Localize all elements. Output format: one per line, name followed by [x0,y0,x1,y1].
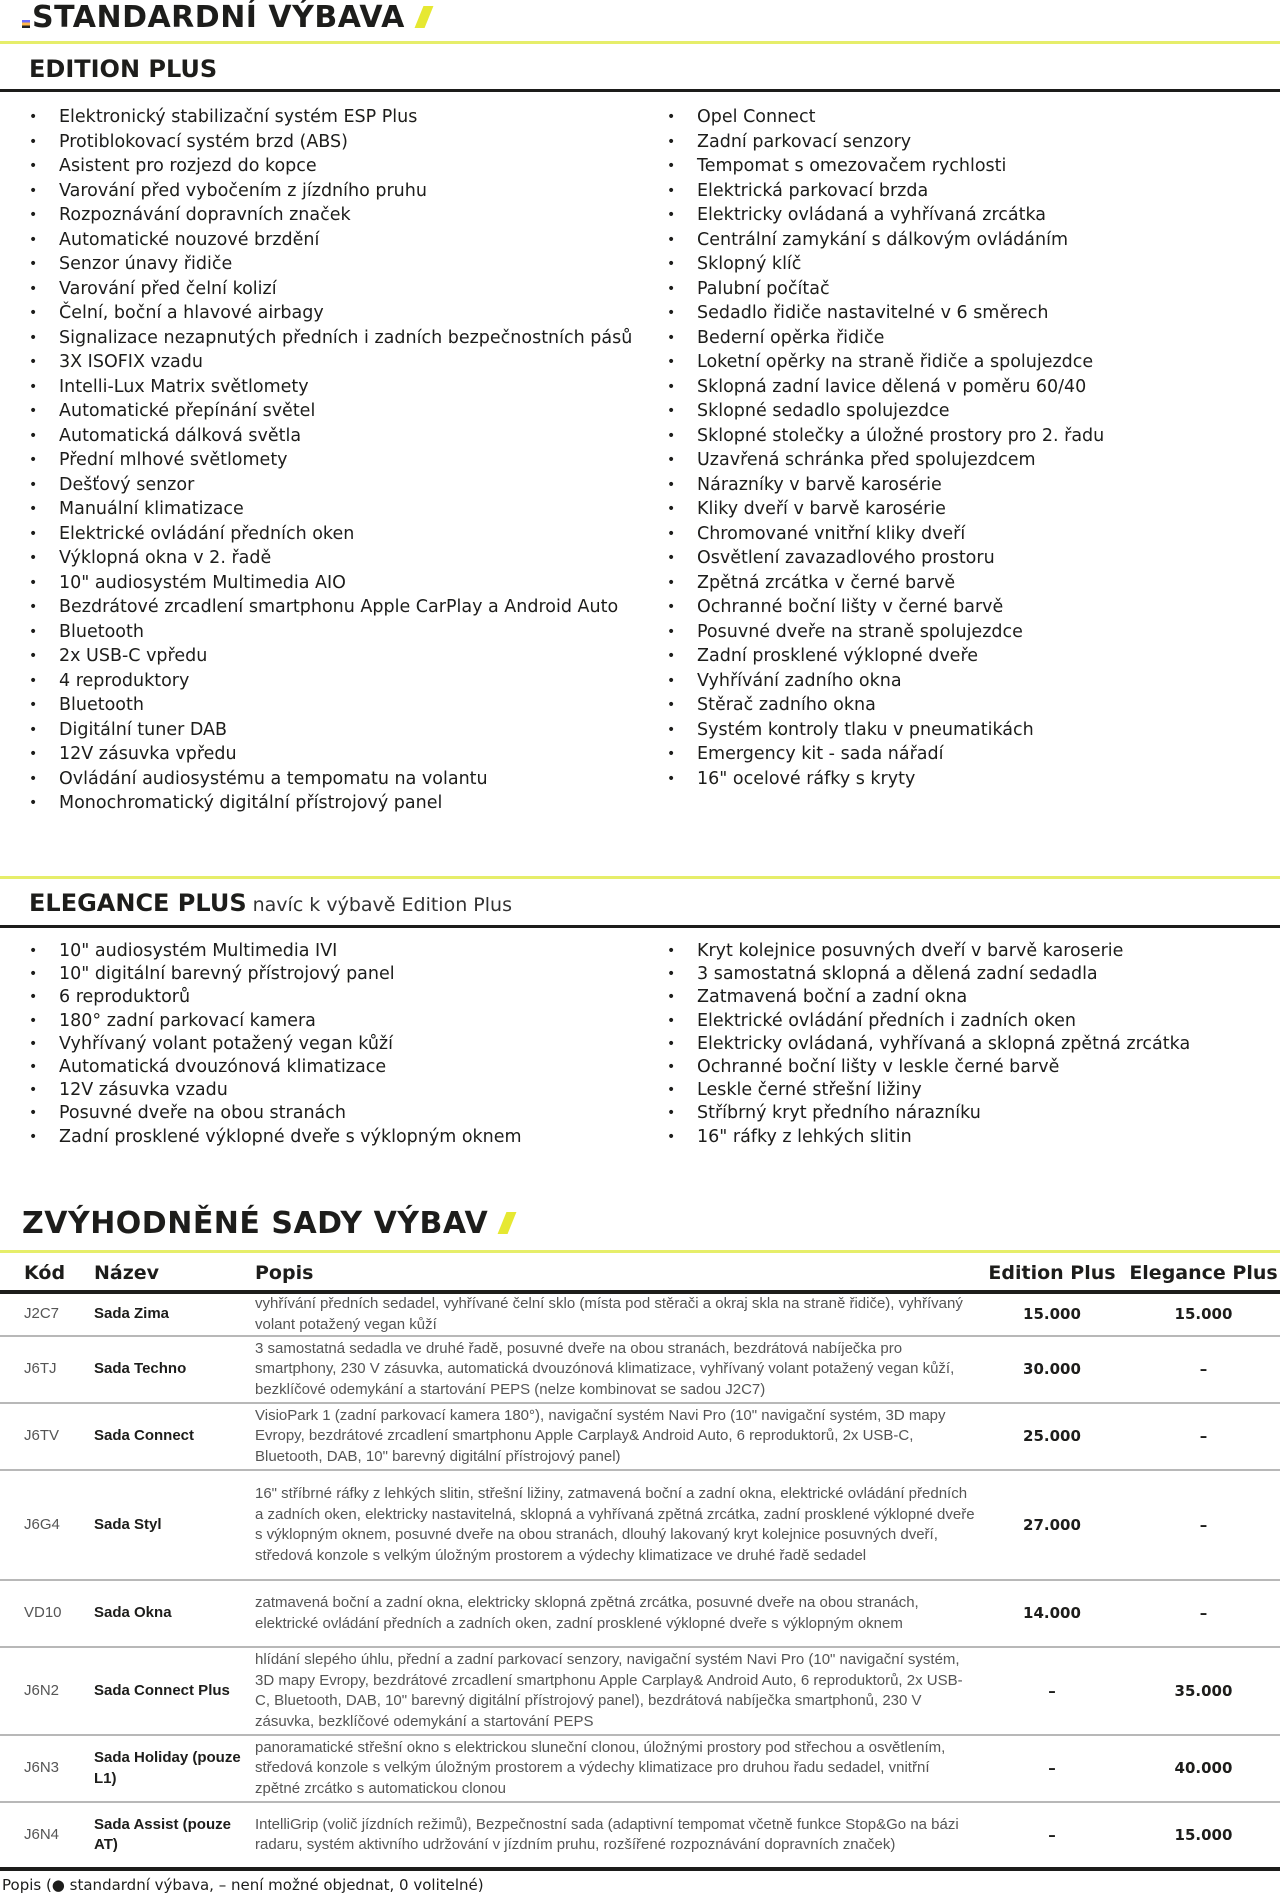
price-elegance-plus: 15.000 [1127,1802,1280,1869]
list-item: • Palubní počítač [667,277,1104,302]
edition-plus-list-right [667,105,1104,791]
list-item: • Ochranné boční lišty v leskle černé barvě [667,1056,1190,1079]
list-item: • Osvětlení zavazadlového prostoru [667,546,1104,571]
list-item: • 10" audiosystém Multimedia AIO [29,571,632,596]
page-title [22,0,429,34]
col-code: Kód [0,1258,94,1292]
list-item: • Ochranné boční lišty v černé barvě [667,595,1104,620]
list-item: • 4 reproduktory [29,669,632,694]
package-name: Sada Holiday (pouze L1) [94,1735,255,1802]
list-item: • 12V zásuvka vpředu [29,742,632,767]
list-item: • Zadní prosklené výklopné dveře s výklopným oknem [29,1126,522,1149]
package-description: zatmavená boční a zadní okna, elektricky sklopná zpětná zrcátka, posuvné dveře na obou stranách, elektrické ovládání předních a zadních oken, zadní prosklené výklopné dveře s výklopným oknem [255,1580,977,1647]
list-item: • Elektronický stabilizační systém ESP Plus [29,105,632,130]
list-item: • Varování před čelní kolizí [29,277,632,302]
list-item: • Sedadlo řidiče nastavitelné v 6 směrech [667,301,1104,326]
package-code: J6TJ [0,1336,94,1403]
list-item: • Bluetooth [29,693,632,718]
list-item: • 6 reproduktorů [29,986,522,1009]
list-item: • Kryt kolejnice posuvných dveří v barvě karoserie [667,940,1190,963]
price-edition-plus: 25.000 [977,1403,1127,1470]
package-code: J2C7 [0,1292,94,1336]
list-item: • 10" audiosystém Multimedia IVI [29,940,522,963]
list-item: • Nárazníky v barvě karosérie [667,473,1104,498]
col-elegance: Elegance Plus [1127,1258,1280,1292]
list-item: • Elektricky ovládaná, vyhřívaná a sklopná zpětná zrcátka [667,1033,1190,1056]
list-item: • Uzavřená schránka před spolujezdcem [667,448,1104,473]
list-item: • Manuální klimatizace [29,497,632,522]
list-item: • Vyhřívání zadního okna [667,669,1104,694]
list-item: • Posuvné dveře na obou stranách [29,1102,522,1125]
price-elegance-plus: 40.000 [1127,1735,1280,1802]
package-description: vyhřívání předních sedadel, vyhřívané čelní sklo (místa pod stěrači a okraj skla na straně řidiče), vyhřívaný volant potažený vegan kůží [255,1292,977,1336]
package-name: Sada Techno [94,1336,255,1403]
list-item: • Opel Connect [667,105,1104,130]
list-item: • Sklopné sedadlo spolujezdce [667,399,1104,424]
list-item: • Vyhřívaný volant potažený vegan kůží [29,1033,522,1056]
list-item: • 2x USB-C vpředu [29,644,632,669]
list-item: • 12V zásuvka vzadu [29,1079,522,1102]
list-item: • Elektrické ovládání předních oken [29,522,632,547]
page-title-text: STANDARDNÍ VÝBAVA [32,0,405,35]
list-item: • Bluetooth [29,620,632,645]
packages-title-text: ZVÝHODNĚNÉ SADY VÝBAV [22,1205,489,1241]
elegance-plus-divider [0,925,1280,928]
list-item: • Leskle černé střešní ližiny [667,1079,1190,1102]
list-item: • Zatmavená boční a zadní okna [667,986,1190,1009]
table-row [0,1580,1280,1647]
package-description: IntelliGrip (volič jízdních režimů), Bezpečnostní sada (adaptivní tempomat včetně funkce Stop&Go na bázi radaru, systém aktivního udržování v jízdním pruhu, rozšířené rozpoznávání dopravních značek) [255,1802,977,1869]
price-edition-plus: – [977,1735,1127,1802]
price-elegance-plus: – [1127,1336,1280,1403]
list-item: • Výklopná okna v 2. řadě [29,546,632,571]
legend: Popis (● standardní výbava, – není možné objednat, 0 volitelné) [2,1876,484,1894]
package-code: J6G4 [0,1470,94,1580]
list-item: • Systém kontroly tlaku v pneumatikách [667,718,1104,743]
list-item: • Chromované vnitřní kliky dveří [667,522,1104,547]
accent-slash-icon [414,6,433,28]
price-elegance-plus: – [1127,1580,1280,1647]
list-item: • Bederní opěrka řidiče [667,326,1104,351]
package-description: hlídání slepého úhlu, přední a zadní parkovací senzory, navigační systém Navi Pro (10" navigační systém, 3D mapy Evropy, bezdrátové zrcadlení smartphonu Apple Carplay& Android Auto, 6 reproduktorů, 2x USB-C, Bluetooth, DAB, 10" barevný digitální přístrojový panel), bezdrátová nabíječka smartphonů, 230 V zásuvka, bezklíčové odemykání a startování PEPS [255,1647,977,1735]
package-name: Sada Styl [94,1470,255,1580]
packages-table [0,1258,1280,1871]
list-item: • Varování před vybočením z jízdního pruhu [29,179,632,204]
elegance-plus-title [29,889,512,917]
table-header-row [0,1258,1280,1292]
list-item: • Posuvné dveře na straně spolujezdce [667,620,1104,645]
table-row [0,1735,1280,1802]
elegance-plus-title-text: ELEGANCE PLUS [29,889,247,917]
list-item: • Senzor únavy řidiče [29,252,632,277]
package-code: VD10 [0,1580,94,1647]
table-row [0,1403,1280,1470]
list-item: • 3 samostatná sklopná a dělená zadní sedadla [667,963,1190,986]
package-description: VisioPark 1 (zadní parkovací kamera 180°), navigační systém Navi Pro (10" navigační systém, 3D mapy Evropy, bezdrátové zrcadlení smartphonu Apple Carplay& Android Auto, 6 reproduktorů, 2x USB-C, Bluetooth, DAB, 10" barevný digitální přístrojový panel) [255,1403,977,1470]
list-item: • Bezdrátové zrcadlení smartphonu Apple CarPlay a Android Auto [29,595,632,620]
yellow-divider [0,876,1280,879]
list-item: • Stěrač zadního okna [667,693,1104,718]
price-edition-plus: 14.000 [977,1580,1127,1647]
list-item: • Elektrická parkovací brzda [667,179,1104,204]
package-name: Sada Assist (pouze AT) [94,1802,255,1869]
package-code: J6N2 [0,1647,94,1735]
edition-plus-list-left [29,105,632,816]
list-item: • Centrální zamykání s dálkovým ovládáním [667,228,1104,253]
price-edition-plus: 30.000 [977,1336,1127,1403]
edition-plus-divider [0,89,1280,92]
package-name: Sada Connect Plus [94,1647,255,1735]
package-name: Sada Zima [94,1292,255,1336]
list-item: • Rozpoznávání dopravních značek [29,203,632,228]
list-item: • Přední mlhové světlomety [29,448,632,473]
list-item: • Intelli-Lux Matrix světlomety [29,375,632,400]
table-row [0,1470,1280,1580]
list-item: • Kliky dveří v barvě karosérie [667,497,1104,522]
price-edition-plus: 27.000 [977,1470,1127,1580]
elegance-plus-note: navíc k výbavě Edition Plus [252,894,512,916]
list-item: • Čelní, boční a hlavové airbagy [29,301,632,326]
table-row [0,1802,1280,1869]
list-item: • Automatické nouzové brzdění [29,228,632,253]
table-row [0,1292,1280,1336]
list-item: • Zadní prosklené výklopné dveře [667,644,1104,669]
list-item: • Protiblokovací systém brzd (ABS) [29,130,632,155]
list-item: • 180° zadní parkovací kamera [29,1010,522,1033]
col-edition: Edition Plus [977,1258,1127,1292]
col-desc: Popis [255,1258,977,1292]
package-code: J6TV [0,1403,94,1470]
list-item: • Sklopná zadní lavice dělená v poměru 60/40 [667,375,1104,400]
list-item: • Sklopný klíč [667,252,1104,277]
yellow-divider [0,41,1280,44]
package-code: J6N4 [0,1802,94,1869]
list-item: • Zadní parkovací senzory [667,130,1104,155]
packages-title [22,1205,512,1241]
list-item: • Ovládání audiosystému a tempomatu na volantu [29,767,632,792]
price-edition-plus: – [977,1647,1127,1735]
price-elegance-plus: 15.000 [1127,1292,1280,1336]
list-item: • Stříbrný kryt předního nárazníku [667,1102,1190,1125]
list-item: • Zpětná zrcátka v černé barvě [667,571,1104,596]
elegance-plus-list-left [29,940,522,1149]
brand-marker-icon [22,20,30,28]
list-item: • 3X ISOFIX vzadu [29,350,632,375]
accent-slash-icon [498,1212,517,1234]
list-item: • Asistent pro rozjezd do kopce [29,154,632,179]
list-item: • Emergency kit - sada nářadí [667,742,1104,767]
package-description: 3 samostatná sedadla ve druhé řadě, posuvné dveře na obou stranách, bezdrátová nabíječka pro smartphony, 230 V zásuvka, automatická dvouzónová klimatizace, vyhřívaný volant potažený vegan kůží, bezklíčové odemykání a startování PEPS (nelze kombinovat se sadou J2C7) [255,1336,977,1403]
table-row [0,1336,1280,1403]
package-description: panoramatické střešní okno s elektrickou sluneční clonou, úložnými prostory pod střechou a osvětlením, středová konzole s velkým úložným prostorem a výdechy klimatizace pro druhou řadu sedadel, vnitřní zpětné zrcátko s automatickou clonou [255,1735,977,1802]
list-item: • Digitální tuner DAB [29,718,632,743]
elegance-plus-list-right [667,940,1190,1149]
list-item: • 10" digitální barevný přístrojový panel [29,963,522,986]
list-item: • Dešťový senzor [29,473,632,498]
list-item: • Elektrické ovládání předních i zadních oken [667,1010,1190,1033]
list-item: • Sklopné stolečky a úložné prostory pro 2. řadu [667,424,1104,449]
package-description: 16" stříbrné ráfky z lehkých slitin, střešní ližiny, zatmavená boční a zadní okna, elektrické ovládání předních a zadních oken, elektricky nastavitelná, sklopná a vyhřívaná zpětná zrcátka, zadní prosklené výklopné dveře s výklopným oknem, posuvné dveře na obou stranách, dlouhý lakovaný kryt kolejnice posuvných dveří, středová konzole s velkým úložným prostorem a výdechy klimatizace ve druhé řadě sedadel [255,1470,977,1580]
price-elegance-plus: – [1127,1403,1280,1470]
list-item: • 16" ocelové ráfky s kryty [667,767,1104,792]
list-item: • Automatická dálková světla [29,424,632,449]
package-code: J6N3 [0,1735,94,1802]
yellow-divider [0,1250,1280,1253]
price-elegance-plus: – [1127,1470,1280,1580]
price-edition-plus: – [977,1802,1127,1869]
list-item: • Automatické přepínání světel [29,399,632,424]
list-item: • Tempomat s omezovačem rychlosti [667,154,1104,179]
package-name: Sada Connect [94,1403,255,1470]
edition-plus-title [29,55,217,83]
col-name: Název [94,1258,255,1292]
list-item: • Elektricky ovládaná a vyhřívaná zrcátka [667,203,1104,228]
edition-plus-title-text: EDITION PLUS [29,55,218,83]
list-item: • Signalizace nezapnutých předních i zadních bezpečnostních pásů [29,326,632,351]
package-name: Sada Okna [94,1580,255,1647]
list-item: • Monochromatický digitální přístrojový panel [29,791,632,816]
list-item: • Automatická dvouzónová klimatizace [29,1056,522,1079]
list-item: • Loketní opěrky na straně řidiče a spolujezdce [667,350,1104,375]
price-elegance-plus: 35.000 [1127,1647,1280,1735]
price-edition-plus: 15.000 [977,1292,1127,1336]
list-item: • 16" ráfky z lehkých slitin [667,1126,1190,1149]
table-row [0,1647,1280,1735]
